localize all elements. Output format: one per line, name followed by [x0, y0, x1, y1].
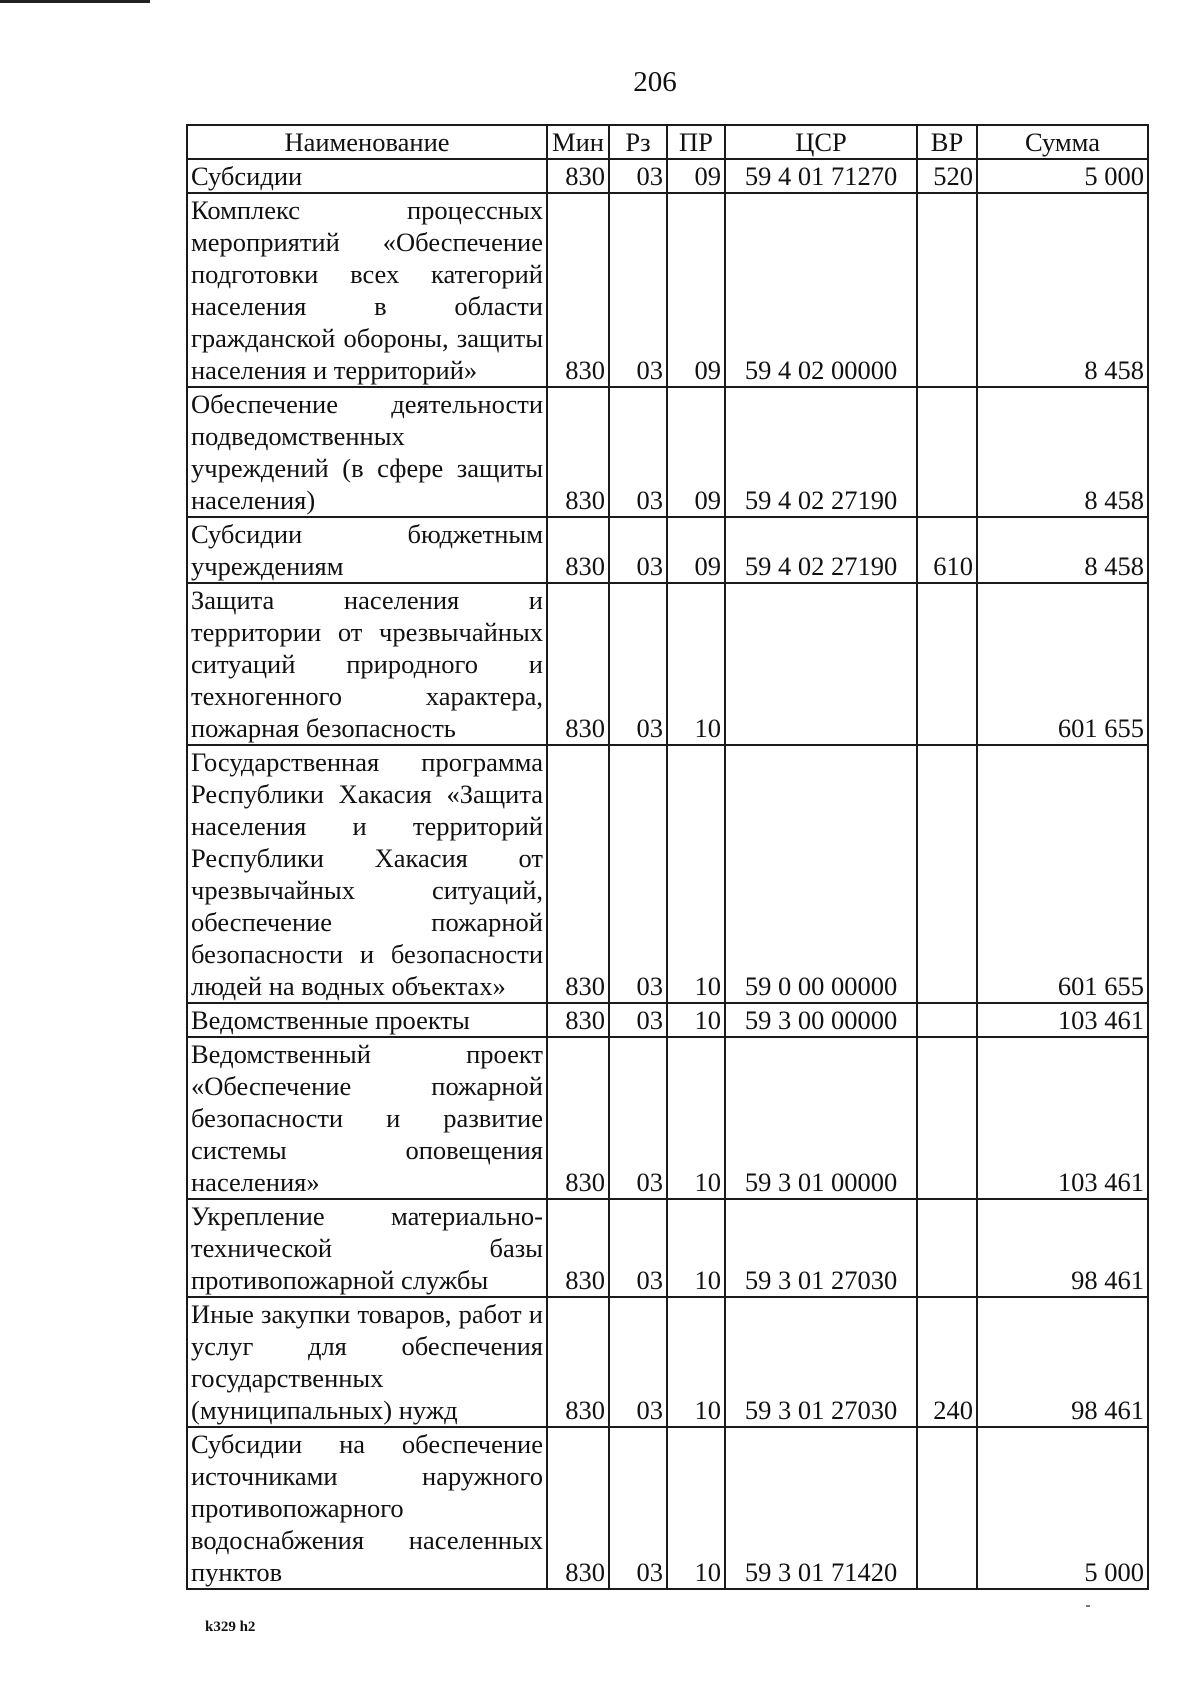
row-sum: 103 461 — [977, 1037, 1148, 1199]
column-header-vr: ВР — [917, 125, 977, 159]
row-vr: 240 — [917, 1297, 977, 1427]
row-csr — [725, 583, 917, 745]
row-csr: 59 4 02 27190 — [725, 387, 917, 517]
row-vr — [917, 387, 977, 517]
row-pr: 10 — [667, 1297, 725, 1427]
footer-document-code: k329 h2 — [205, 1619, 256, 1635]
row-rz: 03 — [609, 1297, 667, 1427]
row-sum: 98 461 — [977, 1297, 1148, 1427]
row-min: 830 — [547, 193, 609, 387]
row-csr: 59 3 01 00000 — [725, 1037, 917, 1199]
row-pr: 09 — [667, 193, 725, 387]
table-header-row — [187, 125, 1148, 159]
row-min: 830 — [547, 387, 609, 517]
row-sum: 601 655 — [977, 745, 1148, 1003]
row-pr: 09 — [667, 387, 725, 517]
row-name: Защита населения и территории от чрезвычайных ситуаций природного и техногенного характера, пожарная безопасность — [187, 583, 547, 745]
row-vr — [917, 193, 977, 387]
table-row — [187, 1297, 1148, 1427]
row-sum: 8 458 — [977, 387, 1148, 517]
row-csr: 59 0 00 00000 — [725, 745, 917, 1003]
budget-table — [186, 124, 1149, 1590]
row-rz: 03 — [609, 387, 667, 517]
row-name: Ведомственный проект «Обеспечение пожарной безопасности и развитие системы оповещения населения» — [187, 1037, 547, 1199]
column-header-csr: ЦСР — [725, 125, 917, 159]
row-pr: 10 — [667, 1037, 725, 1199]
row-sum: 103 461 — [977, 1003, 1148, 1037]
row-csr: 59 3 01 71420 — [725, 1427, 917, 1589]
row-pr: 10 — [667, 745, 725, 1003]
row-name: Субсидии — [187, 159, 547, 193]
row-sum: 8 458 — [977, 517, 1148, 583]
table-row — [187, 1003, 1148, 1037]
table-row — [187, 193, 1148, 387]
row-csr: 59 3 01 27030 — [725, 1297, 917, 1427]
row-csr: 59 3 00 00000 — [725, 1003, 917, 1037]
row-rz: 03 — [609, 517, 667, 583]
table-row — [187, 517, 1148, 583]
row-min: 830 — [547, 159, 609, 193]
row-name: Комплекс процессных мероприятий «Обеспечение подготовки всех категорий населения в области гражданской обороны, защиты населения и территорий» — [187, 193, 547, 387]
column-header-pr: ПР — [667, 125, 725, 159]
row-sum: 601 655 — [977, 583, 1148, 745]
row-rz: 03 — [609, 1199, 667, 1297]
row-rz: 03 — [609, 159, 667, 193]
row-csr: 59 4 01 71270 — [725, 159, 917, 193]
row-min: 830 — [547, 1003, 609, 1037]
row-rz: 03 — [609, 1037, 667, 1199]
row-rz: 03 — [609, 1427, 667, 1589]
row-sum: 8 458 — [977, 193, 1148, 387]
scan-speck — [1086, 1605, 1090, 1607]
row-name: Субсидии бюджетным учреждениям — [187, 517, 547, 583]
page-number: 206 — [633, 66, 677, 98]
row-min: 830 — [547, 517, 609, 583]
row-pr: 09 — [667, 159, 725, 193]
row-vr: 610 — [917, 517, 977, 583]
row-sum: 98 461 — [977, 1199, 1148, 1297]
row-vr — [917, 1199, 977, 1297]
row-csr: 59 4 02 00000 — [725, 193, 917, 387]
row-min: 830 — [547, 1037, 609, 1199]
row-pr: 09 — [667, 517, 725, 583]
row-name: Ведомственные проекты — [187, 1003, 547, 1037]
row-sum: 5 000 — [977, 1427, 1148, 1589]
table-row — [187, 387, 1148, 517]
row-min: 830 — [547, 583, 609, 745]
scan-edge-mark — [0, 0, 150, 3]
row-rz: 03 — [609, 193, 667, 387]
row-pr: 10 — [667, 1003, 725, 1037]
row-sum: 5 000 — [977, 159, 1148, 193]
table-row — [187, 583, 1148, 745]
row-vr — [917, 583, 977, 745]
table-body — [187, 159, 1148, 1589]
table-row — [187, 1199, 1148, 1297]
row-csr: 59 3 01 27030 — [725, 1199, 917, 1297]
row-pr: 10 — [667, 1199, 725, 1297]
row-vr — [917, 1003, 977, 1037]
row-pr: 10 — [667, 1427, 725, 1589]
table-row — [187, 1037, 1148, 1199]
row-rz: 03 — [609, 1003, 667, 1037]
row-vr — [917, 1427, 977, 1589]
row-min: 830 — [547, 745, 609, 1003]
row-csr: 59 4 02 27190 — [725, 517, 917, 583]
row-vr — [917, 1037, 977, 1199]
table-row — [187, 159, 1148, 193]
row-name: Субсидии на обеспечение источниками наружного противопожарного водоснабжения населенных пунктов — [187, 1427, 547, 1589]
row-name: Обеспечение деятельности подведомственных учреждений (в сфере защиты населения) — [187, 387, 547, 517]
table-row — [187, 745, 1148, 1003]
column-header-rz: Рз — [609, 125, 667, 159]
row-name: Укрепление материально-технической базы противопожарной службы — [187, 1199, 547, 1297]
row-vr — [917, 745, 977, 1003]
row-vr: 520 — [917, 159, 977, 193]
row-rz: 03 — [609, 583, 667, 745]
row-rz: 03 — [609, 745, 667, 1003]
row-name: Государственная программа Республики Хакасия «Защита населения и территорий Республики Хакасия от чрезвычайных ситуаций, обеспечение пожарной безопасности и безопасности людей на водных объектах» — [187, 745, 547, 1003]
column-header-sum: Сумма — [977, 125, 1148, 159]
row-min: 830 — [547, 1297, 609, 1427]
column-header-name: Наименование — [187, 125, 547, 159]
row-min: 830 — [547, 1427, 609, 1589]
table-row — [187, 1427, 1148, 1589]
row-name: Иные закупки товаров, работ и услуг для обеспечения государственных (муниципальных) нужд — [187, 1297, 547, 1427]
column-header-min: Мин — [547, 125, 609, 159]
row-min: 830 — [547, 1199, 609, 1297]
row-pr: 10 — [667, 583, 725, 745]
